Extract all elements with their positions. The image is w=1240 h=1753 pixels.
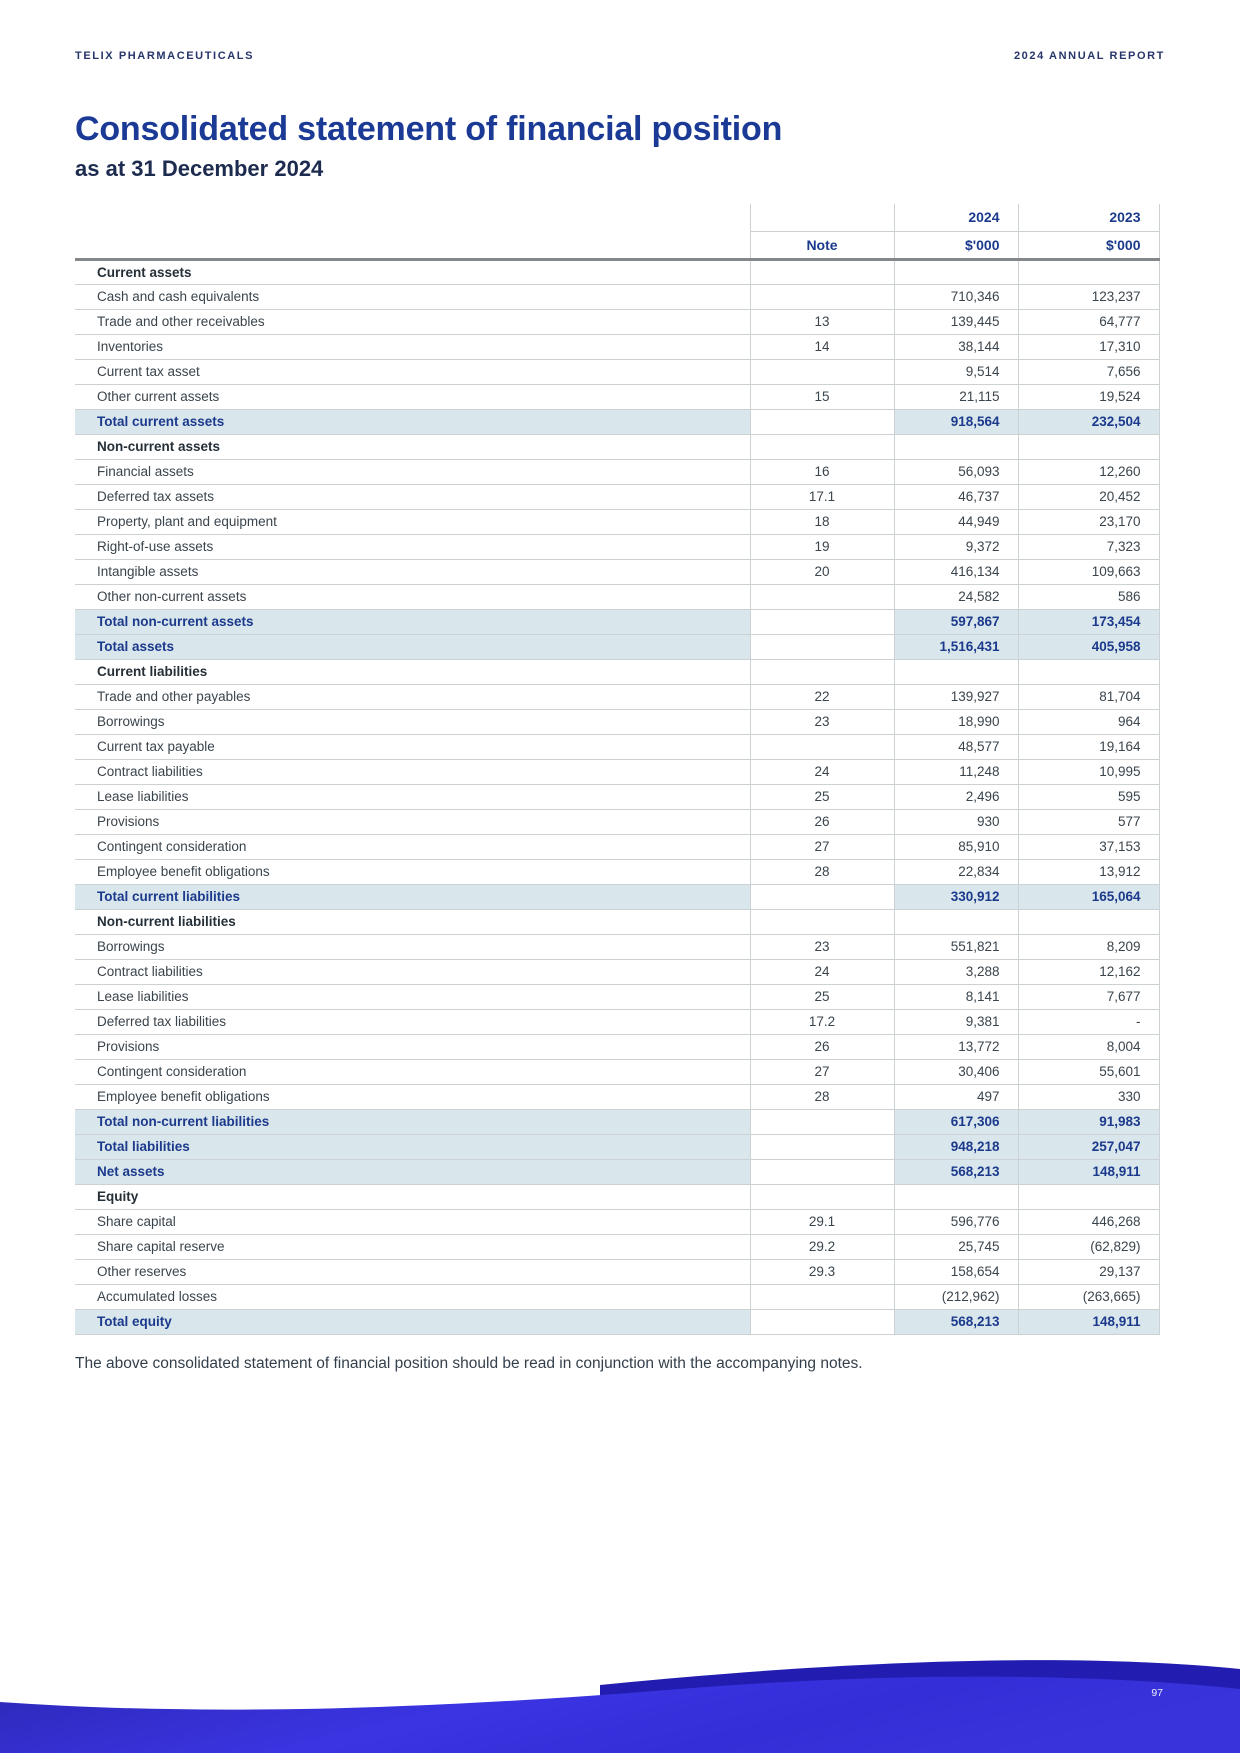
cell-v2023: 595 <box>1018 784 1159 809</box>
cell-v2024: 918,564 <box>894 409 1018 434</box>
table-row <box>75 984 1159 1009</box>
cell-v2023: 232,504 <box>1018 409 1159 434</box>
footnote: The above consolidated statement of financial position should be read in conjunction with the accompanying notes. <box>75 1354 863 1372</box>
table-row <box>75 934 1159 959</box>
footer-wave-graphic <box>0 1573 1240 1753</box>
cell-v2024: (212,962) <box>894 1284 1018 1309</box>
table-row <box>75 1159 1159 1184</box>
cell-note: 29.1 <box>750 1209 894 1234</box>
table-header-years-row <box>75 204 1159 231</box>
cell-v2023: (263,665) <box>1018 1284 1159 1309</box>
cell-label: Property, plant and equipment <box>75 509 750 534</box>
table-row <box>75 309 1159 334</box>
cell-v2024: 597,867 <box>894 609 1018 634</box>
table-row <box>75 784 1159 809</box>
cell-v2024 <box>894 909 1018 934</box>
cell-v2024: 56,093 <box>894 459 1018 484</box>
document-header <box>75 0 1165 62</box>
cell-v2024: 9,514 <box>894 359 1018 384</box>
cell-v2024: 416,134 <box>894 559 1018 584</box>
cell-v2023: 17,310 <box>1018 334 1159 359</box>
cell-v2024: 617,306 <box>894 1109 1018 1134</box>
cell-label: Total current assets <box>75 409 750 434</box>
cell-v2024: 9,381 <box>894 1009 1018 1034</box>
cell-label: Deferred tax assets <box>75 484 750 509</box>
cell-v2024: 710,346 <box>894 284 1018 309</box>
cell-note <box>750 284 894 309</box>
cell-v2024: 330,912 <box>894 884 1018 909</box>
cell-v2024: 497 <box>894 1084 1018 1109</box>
cell-v2023 <box>1018 659 1159 684</box>
cell-v2024 <box>894 434 1018 459</box>
cell-note: 13 <box>750 309 894 334</box>
cell-v2023: 55,601 <box>1018 1059 1159 1084</box>
cell-note <box>750 409 894 434</box>
cell-label: Current tax asset <box>75 359 750 384</box>
cell-v2023: 29,137 <box>1018 1259 1159 1284</box>
table-row <box>75 1284 1159 1309</box>
table-row <box>75 559 1159 584</box>
cell-v2023: 165,064 <box>1018 884 1159 909</box>
cell-note <box>750 259 894 284</box>
cell-note: 26 <box>750 1034 894 1059</box>
cell-v2024: 44,949 <box>894 509 1018 534</box>
table-row <box>75 659 1159 684</box>
cell-v2024 <box>894 659 1018 684</box>
cell-note: 26 <box>750 809 894 834</box>
header-spacer-cell <box>75 204 750 231</box>
cell-v2023: 81,704 <box>1018 684 1159 709</box>
cell-v2023: 257,047 <box>1018 1134 1159 1159</box>
cell-v2024: 25,745 <box>894 1234 1018 1259</box>
table-header-units-row <box>75 231 1159 259</box>
cell-note: 23 <box>750 709 894 734</box>
cell-v2023: 7,323 <box>1018 534 1159 559</box>
cell-v2024: 24,582 <box>894 584 1018 609</box>
cell-label: Contract liabilities <box>75 959 750 984</box>
cell-note <box>750 659 894 684</box>
table-row <box>75 809 1159 834</box>
cell-note: 20 <box>750 559 894 584</box>
cell-label: Contingent consideration <box>75 834 750 859</box>
header-unit-2024: $'000 <box>894 231 1018 259</box>
cell-label: Total liabilities <box>75 1134 750 1159</box>
cell-label: Non-current assets <box>75 434 750 459</box>
cell-v2024: 18,990 <box>894 709 1018 734</box>
page-title: Consolidated statement of financial position <box>75 110 783 148</box>
cell-v2024: 46,737 <box>894 484 1018 509</box>
cell-note: 18 <box>750 509 894 534</box>
cell-v2024 <box>894 259 1018 284</box>
cell-v2023: 20,452 <box>1018 484 1159 509</box>
cell-note: 23 <box>750 934 894 959</box>
cell-note <box>750 884 894 909</box>
cell-v2024: 30,406 <box>894 1059 1018 1084</box>
cell-v2024: 3,288 <box>894 959 1018 984</box>
cell-note: 24 <box>750 759 894 784</box>
cell-v2023: 109,663 <box>1018 559 1159 584</box>
cell-v2024: 21,115 <box>894 384 1018 409</box>
header-unit-2023: $'000 <box>1018 231 1159 259</box>
cell-label: Trade and other receivables <box>75 309 750 334</box>
cell-note: 19 <box>750 534 894 559</box>
table-body <box>75 259 1159 1334</box>
cell-v2023: 12,260 <box>1018 459 1159 484</box>
cell-v2023: 148,911 <box>1018 1309 1159 1334</box>
cell-v2023: 7,656 <box>1018 359 1159 384</box>
table-row <box>75 409 1159 434</box>
cell-note: 24 <box>750 959 894 984</box>
cell-v2023: 964 <box>1018 709 1159 734</box>
cell-note: 29.2 <box>750 1234 894 1259</box>
cell-label: Lease liabilities <box>75 984 750 1009</box>
cell-v2023 <box>1018 259 1159 284</box>
cell-v2023: 577 <box>1018 809 1159 834</box>
cell-note <box>750 734 894 759</box>
cell-note <box>750 1184 894 1209</box>
cell-v2023: 446,268 <box>1018 1209 1159 1234</box>
cell-v2024: 568,213 <box>894 1309 1018 1334</box>
table-row <box>75 534 1159 559</box>
cell-v2023: 64,777 <box>1018 309 1159 334</box>
cell-note <box>750 1284 894 1309</box>
cell-label: Accumulated losses <box>75 1284 750 1309</box>
table-row <box>75 509 1159 534</box>
cell-v2023: - <box>1018 1009 1159 1034</box>
wave-svg <box>0 1573 1240 1753</box>
cell-v2024: 11,248 <box>894 759 1018 784</box>
header-year-2024: 2024 <box>894 204 1018 231</box>
header-company-name: TELIX PHARMACEUTICALS <box>75 50 255 62</box>
cell-v2023: 8,004 <box>1018 1034 1159 1059</box>
cell-note <box>750 909 894 934</box>
cell-label: Total equity <box>75 1309 750 1334</box>
cell-label: Current assets <box>75 259 750 284</box>
table-row <box>75 1034 1159 1059</box>
cell-v2023: 405,958 <box>1018 634 1159 659</box>
cell-v2023: 19,524 <box>1018 384 1159 409</box>
cell-label: Lease liabilities <box>75 784 750 809</box>
table-header <box>75 204 1159 259</box>
cell-note: 22 <box>750 684 894 709</box>
cell-label: Deferred tax liabilities <box>75 1009 750 1034</box>
cell-label: Intangible assets <box>75 559 750 584</box>
cell-v2023: 8,209 <box>1018 934 1159 959</box>
cell-v2024: 139,927 <box>894 684 1018 709</box>
cell-v2024: 948,218 <box>894 1134 1018 1159</box>
cell-label: Provisions <box>75 1034 750 1059</box>
cell-note: 28 <box>750 1084 894 1109</box>
cell-note: 28 <box>750 859 894 884</box>
page-content <box>75 0 1165 1374</box>
cell-v2024: 48,577 <box>894 734 1018 759</box>
cell-label: Total non-current assets <box>75 609 750 634</box>
cell-note <box>750 1309 894 1334</box>
cell-v2023: 7,677 <box>1018 984 1159 1009</box>
cell-note <box>750 609 894 634</box>
cell-label: Provisions <box>75 809 750 834</box>
table-row <box>75 834 1159 859</box>
cell-v2023: 12,162 <box>1018 959 1159 984</box>
cell-v2024: 139,445 <box>894 309 1018 334</box>
cell-v2024: 38,144 <box>894 334 1018 359</box>
table-row <box>75 359 1159 384</box>
cell-label: Share capital reserve <box>75 1234 750 1259</box>
table-row <box>75 1209 1159 1234</box>
cell-v2023: 123,237 <box>1018 284 1159 309</box>
table-row <box>75 1184 1159 1209</box>
cell-v2023 <box>1018 909 1159 934</box>
cell-label: Equity <box>75 1184 750 1209</box>
cell-v2023: 23,170 <box>1018 509 1159 534</box>
header-note-spacer-cell <box>750 204 894 231</box>
table-row <box>75 1109 1159 1134</box>
cell-v2024: 158,654 <box>894 1259 1018 1284</box>
cell-v2023: 10,995 <box>1018 759 1159 784</box>
table-row <box>75 634 1159 659</box>
cell-v2023: 173,454 <box>1018 609 1159 634</box>
table-row <box>75 259 1159 284</box>
table-row <box>75 384 1159 409</box>
cell-note: 29.3 <box>750 1259 894 1284</box>
cell-v2024 <box>894 1184 1018 1209</box>
cell-label: Current liabilities <box>75 659 750 684</box>
cell-label: Total non-current liabilities <box>75 1109 750 1134</box>
cell-v2023: (62,829) <box>1018 1234 1159 1259</box>
cell-label: Share capital <box>75 1209 750 1234</box>
cell-v2024: 2,496 <box>894 784 1018 809</box>
cell-label: Borrowings <box>75 709 750 734</box>
table-row <box>75 959 1159 984</box>
table-row <box>75 459 1159 484</box>
cell-label: Employee benefit obligations <box>75 859 750 884</box>
table-row <box>75 334 1159 359</box>
cell-v2024: 568,213 <box>894 1159 1018 1184</box>
cell-note: 14 <box>750 334 894 359</box>
cell-note <box>750 1134 894 1159</box>
cell-v2024: 930 <box>894 809 1018 834</box>
cell-note <box>750 1159 894 1184</box>
cell-label: Trade and other payables <box>75 684 750 709</box>
table-row <box>75 1009 1159 1034</box>
cell-v2024: 551,821 <box>894 934 1018 959</box>
cell-label: Current tax payable <box>75 734 750 759</box>
cell-v2023: 37,153 <box>1018 834 1159 859</box>
cell-label: Borrowings <box>75 934 750 959</box>
table-row <box>75 1084 1159 1109</box>
cell-v2024: 9,372 <box>894 534 1018 559</box>
page-subtitle: as at 31 December 2024 <box>75 156 324 181</box>
cell-label: Total current liabilities <box>75 884 750 909</box>
header-note-label: Note <box>750 231 894 259</box>
table-row <box>75 709 1159 734</box>
table-row <box>75 284 1159 309</box>
header-report-name: 2024 ANNUAL REPORT <box>1013 50 1165 62</box>
header-spacer-cell <box>75 231 750 259</box>
table-row <box>75 1059 1159 1084</box>
cell-note <box>750 1109 894 1134</box>
cell-label: Other reserves <box>75 1259 750 1284</box>
cell-v2023: 13,912 <box>1018 859 1159 884</box>
cell-label: Contingent consideration <box>75 1059 750 1084</box>
financial-position-table <box>75 204 1160 1335</box>
cell-label: Non-current liabilities <box>75 909 750 934</box>
cell-v2024: 13,772 <box>894 1034 1018 1059</box>
table-row <box>75 1259 1159 1284</box>
page-number: 97 <box>1151 1687 1163 1699</box>
cell-v2023: 91,983 <box>1018 1109 1159 1134</box>
table-row <box>75 609 1159 634</box>
cell-note: 27 <box>750 1059 894 1084</box>
cell-note <box>750 634 894 659</box>
cell-label: Net assets <box>75 1159 750 1184</box>
cell-note: 15 <box>750 384 894 409</box>
table-row <box>75 759 1159 784</box>
table-row <box>75 734 1159 759</box>
cell-v2023: 148,911 <box>1018 1159 1159 1184</box>
cell-note: 17.2 <box>750 1009 894 1034</box>
table-row <box>75 859 1159 884</box>
cell-note: 25 <box>750 784 894 809</box>
cell-label: Financial assets <box>75 459 750 484</box>
table-row <box>75 684 1159 709</box>
cell-label: Right-of-use assets <box>75 534 750 559</box>
cell-v2023 <box>1018 1184 1159 1209</box>
cell-note: 27 <box>750 834 894 859</box>
table-row <box>75 1309 1159 1334</box>
cell-note <box>750 434 894 459</box>
cell-v2024: 85,910 <box>894 834 1018 859</box>
table-row <box>75 1234 1159 1259</box>
table-row <box>75 434 1159 459</box>
table-row <box>75 884 1159 909</box>
cell-v2024: 596,776 <box>894 1209 1018 1234</box>
cell-v2024: 22,834 <box>894 859 1018 884</box>
cell-v2024: 1,516,431 <box>894 634 1018 659</box>
cell-label: Cash and cash equivalents <box>75 284 750 309</box>
cell-v2023: 330 <box>1018 1084 1159 1109</box>
table-row <box>75 484 1159 509</box>
cell-note: 25 <box>750 984 894 1009</box>
cell-note <box>750 584 894 609</box>
cell-label: Total assets <box>75 634 750 659</box>
cell-label: Other non-current assets <box>75 584 750 609</box>
cell-label: Other current assets <box>75 384 750 409</box>
table-row <box>75 584 1159 609</box>
table-row <box>75 1134 1159 1159</box>
header-year-2023: 2023 <box>1018 204 1159 231</box>
cell-note: 17.1 <box>750 484 894 509</box>
cell-label: Employee benefit obligations <box>75 1084 750 1109</box>
cell-v2023: 586 <box>1018 584 1159 609</box>
cell-v2023: 19,164 <box>1018 734 1159 759</box>
cell-v2023 <box>1018 434 1159 459</box>
table-row <box>75 909 1159 934</box>
cell-label: Contract liabilities <box>75 759 750 784</box>
cell-note <box>750 359 894 384</box>
cell-v2024: 8,141 <box>894 984 1018 1009</box>
cell-label: Inventories <box>75 334 750 359</box>
cell-note: 16 <box>750 459 894 484</box>
